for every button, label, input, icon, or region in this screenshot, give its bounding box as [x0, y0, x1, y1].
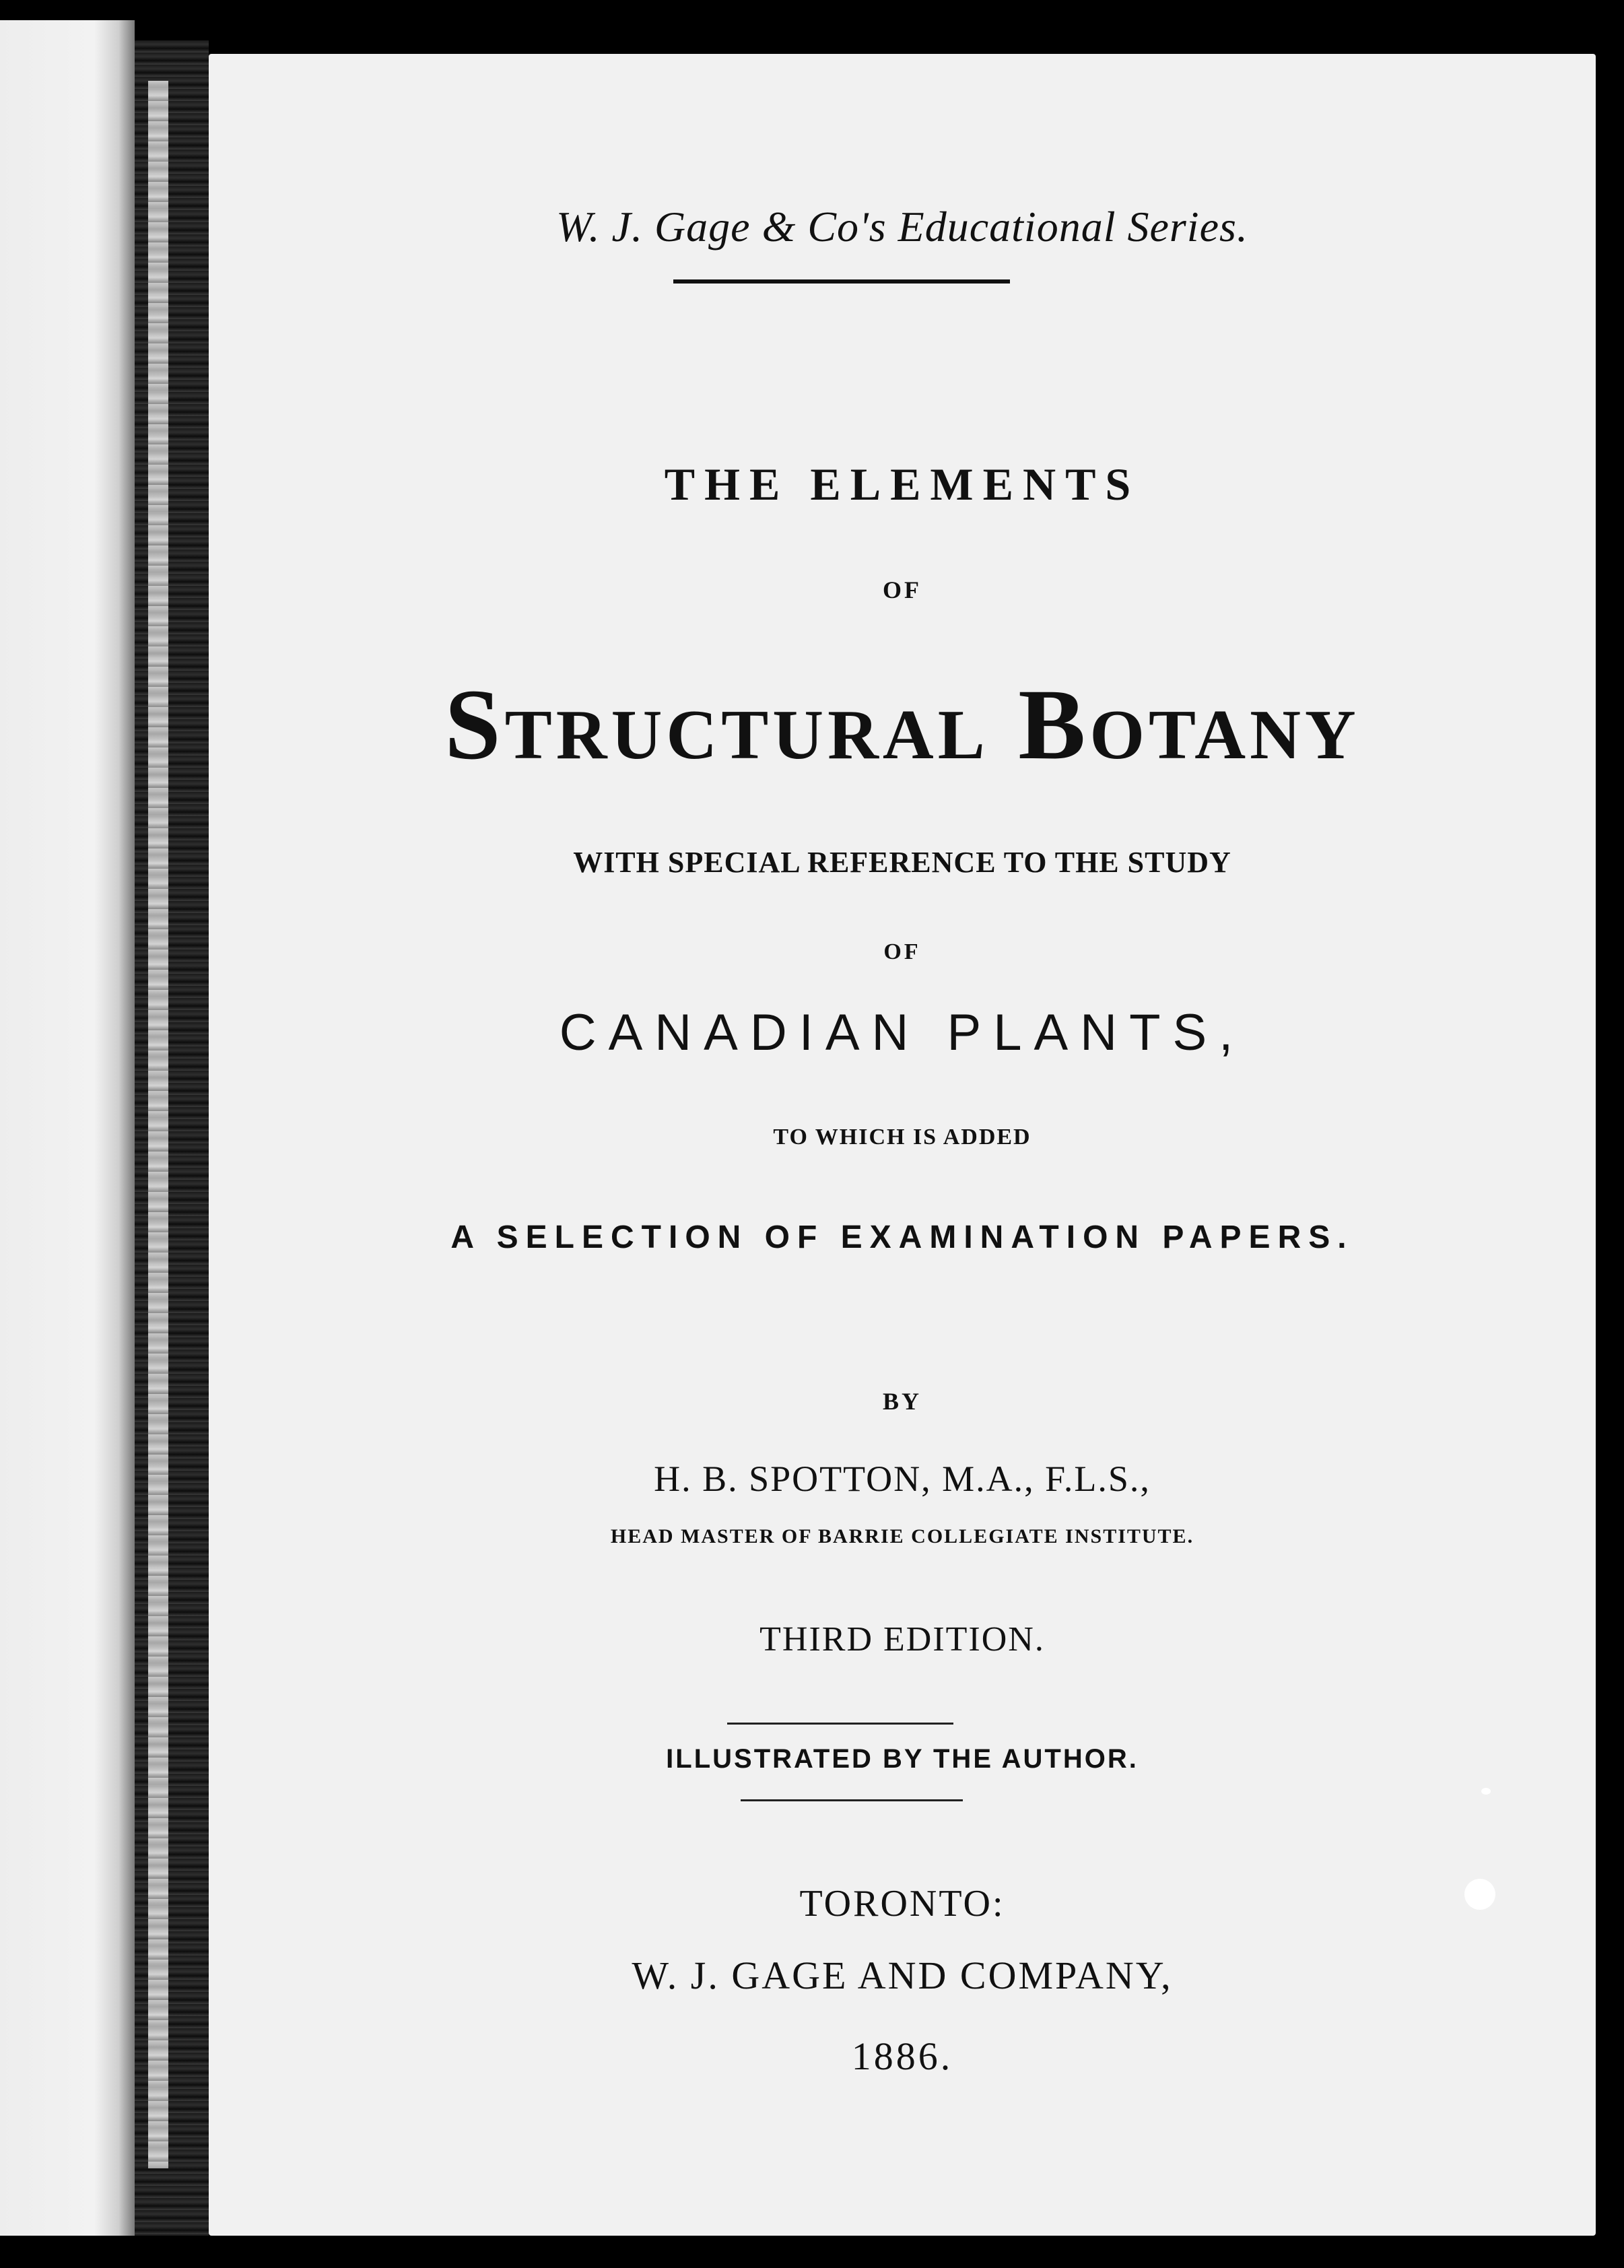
series-line: W. J. Gage & Co's Educational Series. [556, 203, 1248, 251]
book-spine [135, 40, 209, 2236]
of-line-2: OF [883, 939, 921, 964]
subtitle-line-1: WITH SPECIAL REFERENCE TO THE STUDY [573, 846, 1231, 879]
paper-speck [1464, 1879, 1495, 1910]
illustrated-rule-top [727, 1723, 953, 1725]
author-position: HEAD MASTER OF BARRIE COLLEGIATE INSTITUTE. [610, 1525, 1194, 1547]
edition-line: THIRD EDITION. [759, 1620, 1045, 1659]
by-line: BY [882, 1388, 922, 1415]
of-line-1: OF [883, 576, 922, 603]
illustrated-line: ILLUSTRATED BY THE AUTHOR. [666, 1744, 1139, 1774]
author-name: H. B. SPOTTON, M.A., F.L.S., [654, 1459, 1151, 1499]
selection-line: A SELECTION OF EXAMINATION PAPERS. [450, 1220, 1354, 1255]
to-which-added: TO WHICH IS ADDED [773, 1125, 1031, 1149]
imprint-city: TORONTO: [799, 1883, 1005, 1925]
illustrated-rule-bottom [741, 1799, 963, 1801]
facing-page-edge [0, 20, 135, 2236]
spine-binding-thread [148, 81, 168, 2168]
heading-the-elements: THE ELEMENTS [664, 459, 1141, 510]
main-title: Structural Botany [444, 669, 1360, 780]
imprint-publisher: W. J. GAGE AND COMPANY, [632, 1954, 1173, 1997]
title-page-content [209, 0, 1596, 2268]
series-rule [673, 279, 1010, 284]
subtitle-line-2: CANADIAN PLANTS, [559, 1004, 1246, 1061]
imprint-year: 1886. [851, 2034, 953, 2078]
paper-speck [1481, 1788, 1491, 1795]
